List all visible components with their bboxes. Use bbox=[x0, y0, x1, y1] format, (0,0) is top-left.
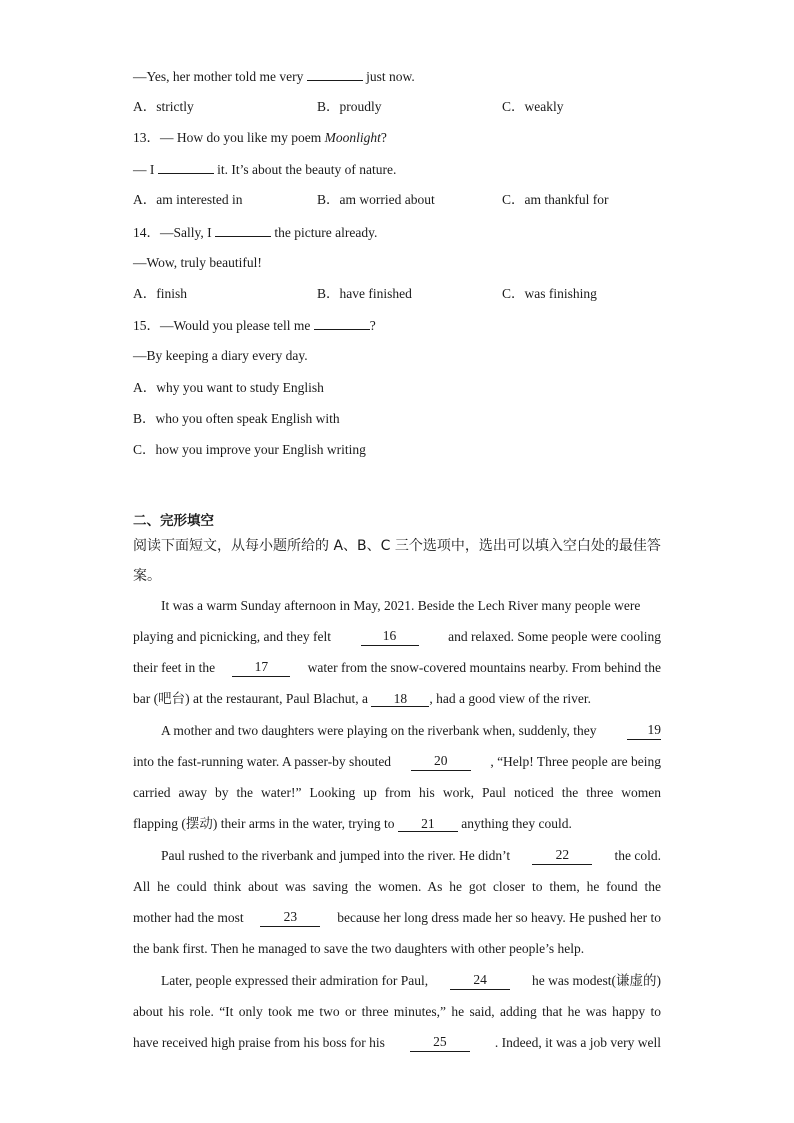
q13-option-c[interactable]: C．am thankful for bbox=[502, 192, 609, 207]
passage-text: , “Help! Three people are being bbox=[490, 754, 661, 769]
cloze-blank-22: 22 bbox=[532, 847, 592, 865]
q14-option-b[interactable]: B．have finished bbox=[317, 286, 412, 301]
q14-option-a[interactable]: A．finish bbox=[133, 286, 187, 301]
q12-line-text-end: just now. bbox=[366, 69, 415, 84]
passage-text: their feet in the bbox=[133, 660, 216, 675]
passage-text: playing and picnicking, and they felt bbox=[133, 629, 331, 644]
passage-line bbox=[133, 815, 661, 833]
passage-line bbox=[133, 784, 661, 802]
passage-text: flapping (摆动) their arms in the water, trying to bbox=[133, 816, 395, 831]
passage-text: Later, people expressed their admiration for Paul, bbox=[161, 973, 429, 988]
question-number: 15． bbox=[133, 318, 160, 333]
cloze-blank-16: 16 bbox=[361, 628, 419, 646]
passage-text: the bank first. Then he managed to save the two daughters with other people’s help. bbox=[133, 941, 585, 956]
cloze-blank-24: 24 bbox=[450, 972, 510, 990]
passage-text: he was modest(谦虚的) bbox=[532, 973, 661, 988]
passage-text: A mother and two daughters were playing on the riverbank when, suddenly, they bbox=[161, 723, 597, 738]
passage-text: All he could think about was saving the women. As he got closer to them, he found the bbox=[133, 879, 661, 894]
passage-line bbox=[133, 1003, 661, 1021]
q12-option-c[interactable]: C．weakly bbox=[502, 99, 564, 114]
passage-text: because her long dress made her so heavy. He pushed her to bbox=[337, 910, 661, 925]
q14-reply: —Wow, truly beautiful! bbox=[133, 255, 262, 270]
q13-line2-text-end: it. It’s about the beauty of nature. bbox=[217, 162, 397, 177]
passage-text: mother had the most bbox=[133, 910, 244, 925]
passage-text: and relaxed. Some people were cooling bbox=[448, 629, 661, 644]
passage-line bbox=[133, 597, 661, 615]
cloze-blank-25: 25 bbox=[410, 1034, 470, 1052]
passage-text: bar (吧台) at the restaurant, Paul Blachut, a bbox=[133, 691, 369, 706]
passage-text: anything they could. bbox=[461, 816, 572, 831]
answer-blank bbox=[215, 223, 271, 237]
q14-option-c[interactable]: C．was finishing bbox=[502, 286, 597, 301]
answer-blank bbox=[158, 160, 214, 174]
cloze-blank-20: 20 bbox=[411, 753, 471, 771]
q13-answer-line bbox=[133, 160, 396, 179]
passage-line bbox=[133, 878, 661, 896]
passage-line bbox=[133, 690, 661, 708]
q12-answer-line bbox=[133, 67, 415, 86]
passage-text: Paul rushed to the riverbank and jumped into the river. He didn’t bbox=[161, 848, 511, 863]
passage-text: . Indeed, it was a job very well bbox=[494, 1035, 661, 1050]
answer-blank bbox=[307, 67, 363, 81]
q15-option-c[interactable]: C．how you improve your English writing bbox=[133, 442, 366, 457]
q14-text: —Sally, I bbox=[160, 225, 212, 240]
passage-text: water from the snow-covered mountains nearby. From behind the bbox=[307, 660, 661, 675]
q15-text: —Would you please tell me bbox=[160, 318, 311, 333]
passage-line bbox=[133, 972, 661, 990]
question-number: 14． bbox=[133, 225, 160, 240]
passage-line bbox=[133, 628, 661, 646]
q13-text: — How do you like my poem bbox=[160, 130, 325, 145]
q12-option-a[interactable]: A．strictly bbox=[133, 99, 194, 114]
passage-text: the cold. bbox=[614, 848, 661, 863]
q15-option-a[interactable]: A．why you want to study English bbox=[133, 380, 324, 395]
section-instructions: 阅读下面短文，从每小题所给的 A、B、C 三个选项中，选出可以填入空白处的最佳答 bbox=[133, 538, 661, 554]
passage-line bbox=[133, 753, 661, 771]
passage-text: about his role. “It only took me two or three minutes,” he said, adding that he was happy to bbox=[133, 1004, 661, 1019]
section-instructions-cont: 案。 bbox=[133, 568, 161, 584]
passage-text: carried away by the water!” Looking up from his work, Paul noticed the three women bbox=[133, 785, 661, 800]
q13-option-b[interactable]: B．am worried about bbox=[317, 192, 435, 207]
cloze-blank-17: 17 bbox=[232, 659, 290, 677]
poem-title: Moonlight bbox=[324, 130, 381, 145]
q13-question bbox=[133, 129, 387, 147]
cloze-blank-23: 23 bbox=[260, 909, 320, 927]
q15-reply: —By keeping a diary every day. bbox=[133, 348, 308, 363]
passage-text: into the fast-running water. A passer-by shouted bbox=[133, 754, 392, 769]
passage-line bbox=[133, 940, 661, 958]
cloze-blank-18: 18 bbox=[371, 691, 429, 707]
cloze-blank-19: 19 bbox=[627, 722, 661, 740]
passage-line bbox=[133, 659, 661, 677]
passage-text: , had a good view of the river. bbox=[429, 691, 591, 706]
q12-line-text: —Yes, her mother told me very bbox=[133, 69, 304, 84]
q13-text-end: ? bbox=[380, 130, 387, 145]
q15-option-b[interactable]: B．who you often speak English with bbox=[133, 411, 340, 426]
passage-line bbox=[133, 1034, 661, 1052]
passage-line bbox=[133, 847, 661, 865]
q12-option-b[interactable]: B．proudly bbox=[317, 99, 382, 114]
q14-text-end: the picture already. bbox=[274, 225, 378, 240]
section-title: 二、完形填空 bbox=[133, 513, 214, 529]
passage-text: It was a warm Sunday afternoon in May, 2021. Beside the Lech River many people were bbox=[161, 598, 641, 613]
answer-blank bbox=[314, 316, 370, 330]
q14-question bbox=[133, 223, 377, 242]
cloze-blank-21: 21 bbox=[398, 816, 458, 832]
passage-line bbox=[133, 909, 661, 927]
q13-option-a[interactable]: A．am interested in bbox=[133, 192, 243, 207]
q15-question bbox=[133, 316, 376, 335]
passage-text: have received high praise from his boss for his bbox=[133, 1035, 385, 1050]
q13-line2-text: — I bbox=[133, 162, 155, 177]
question-number: 13． bbox=[133, 130, 160, 145]
q15-text-end: ? bbox=[369, 318, 376, 333]
passage-line bbox=[133, 722, 661, 740]
